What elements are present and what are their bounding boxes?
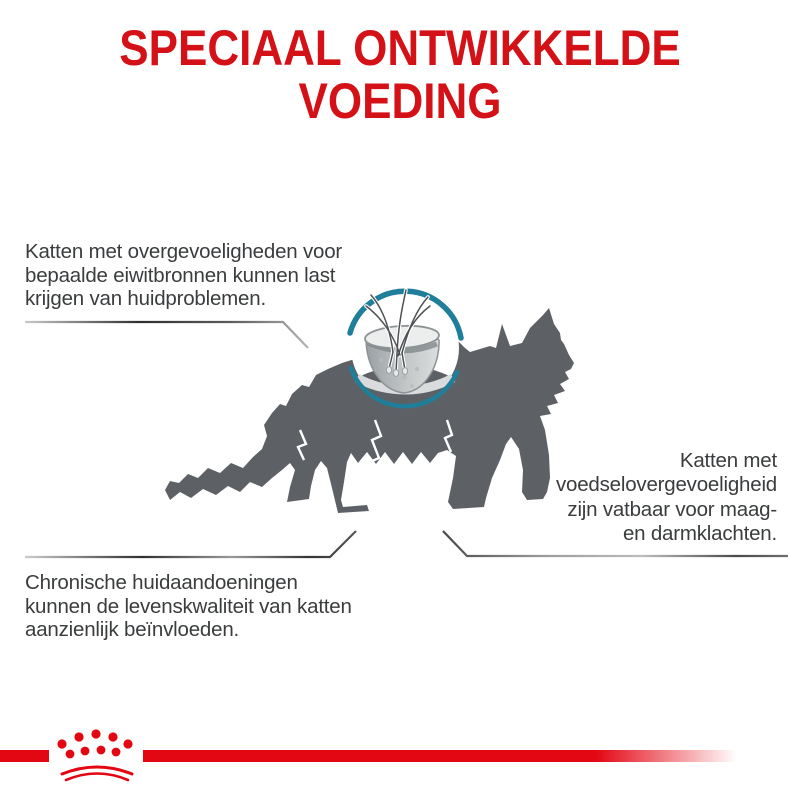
callout-line: bepaalde eiwitbronnen kunnen last: [25, 263, 336, 287]
page-title-line-2: VOEDING: [298, 73, 502, 129]
callout-line: Katten met overgevoeligheden voor: [25, 240, 343, 263]
callout-line: en darmklachten.: [622, 522, 777, 546]
callout-line: Katten met: [679, 449, 777, 472]
leader-line-bottom-left: [25, 531, 356, 557]
callout-line: kunnen de levenskwaliteit van katten: [25, 594, 352, 618]
callout-line: zijn vatbaar voor maag-: [567, 497, 777, 521]
page-title-line-1: SPECIAAL ONTWIKKELDE: [119, 20, 681, 76]
royal-canin-crown-logo: [44, 722, 148, 784]
callout-line: Chronische huidaandoeningen: [25, 571, 298, 594]
brand-bar-left: [0, 750, 49, 762]
leader-line-top-left: [25, 322, 308, 348]
callout-line: voedselovergevoeligheid: [555, 473, 777, 497]
leader-line-right: [443, 531, 788, 556]
brand-bar-right: [143, 750, 755, 762]
callout-line: aanzienlijk beïnvloeden.: [25, 618, 240, 642]
callout-line: krijgen van huidproblemen.: [25, 287, 266, 311]
